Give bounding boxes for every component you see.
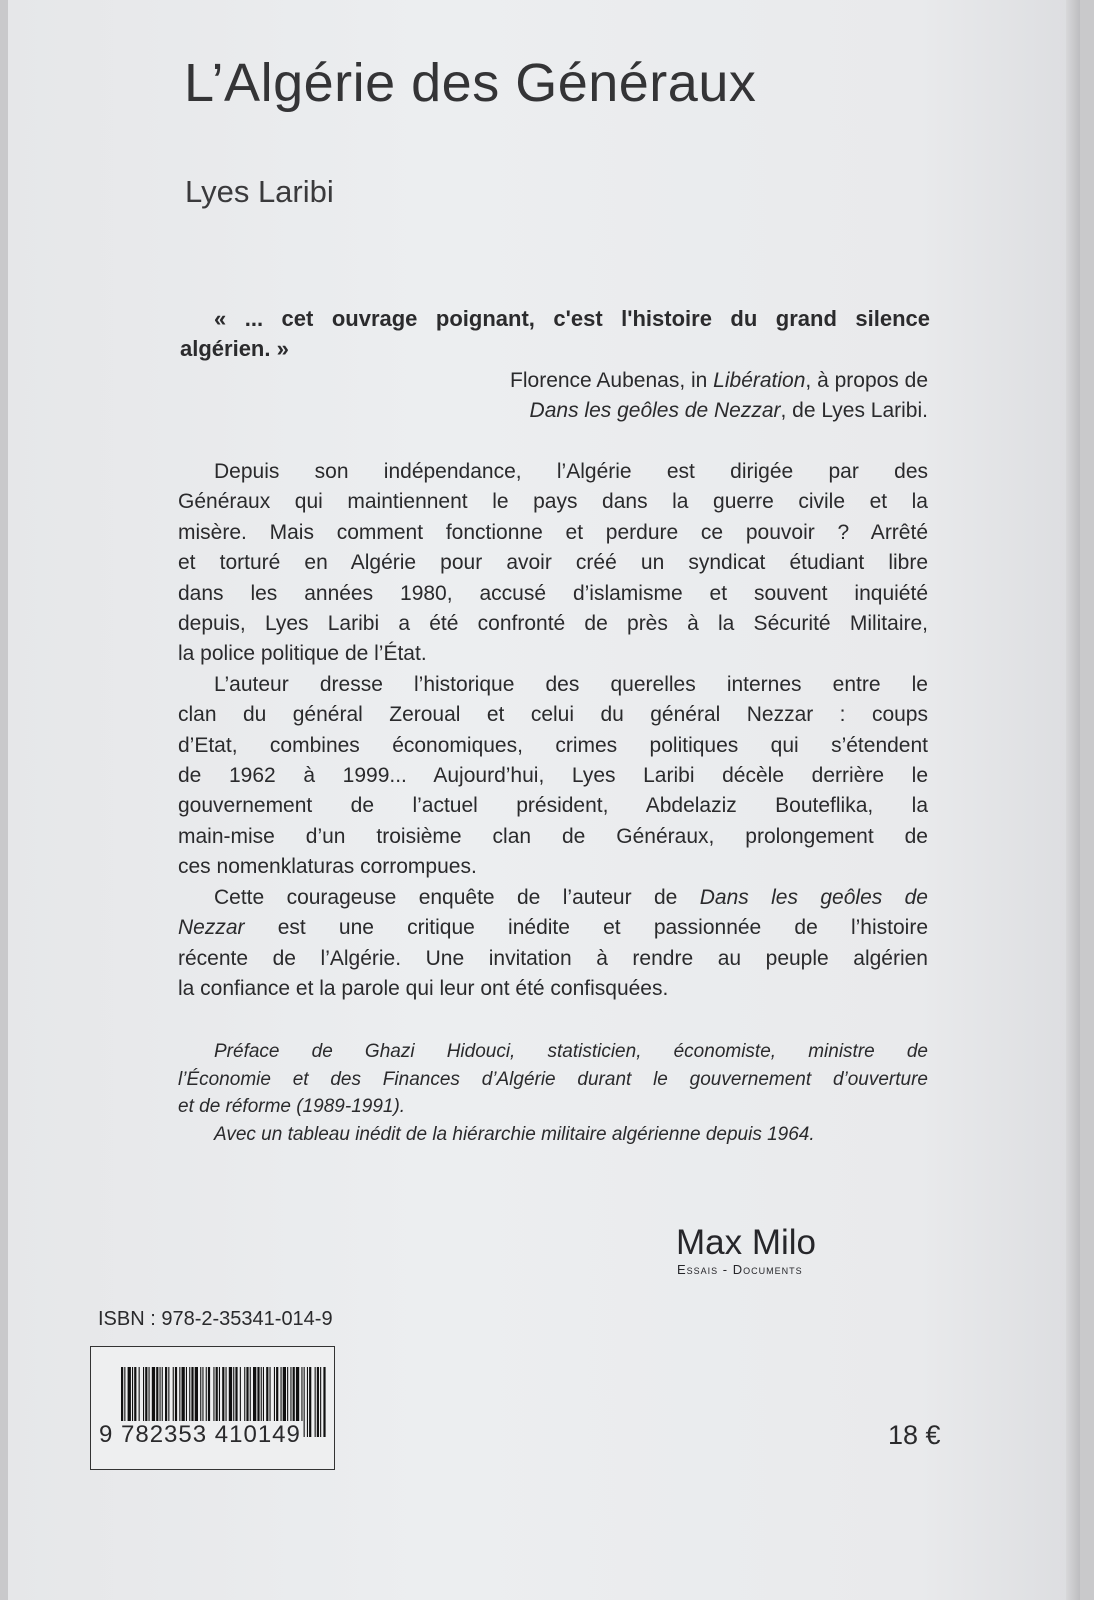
- text-line: [180, 396, 928, 426]
- barcode-bar: [317, 1367, 319, 1437]
- text-line: [178, 579, 928, 609]
- publisher-logo: [676, 1224, 816, 1277]
- italic-text: Dans les geôles de Nezzar: [529, 399, 781, 422]
- text-segment: gouvernement de l’actuel président, Abdelaziz Bouteflika, la: [178, 794, 928, 818]
- text-line: [178, 1038, 928, 1066]
- text-line: [178, 639, 928, 669]
- book-author: Lyes Laribi: [185, 174, 334, 209]
- barcode-number: 9 782353 410149: [99, 1421, 301, 1448]
- barcode: [90, 1346, 335, 1470]
- text-line: [178, 883, 928, 913]
- text-segment: L’auteur dresse l’historique des querelles internes entre le: [214, 672, 928, 696]
- text-line: [180, 304, 930, 334]
- book-back-cover: [8, 0, 1080, 1600]
- text-segment: ces nomenklaturas corrompues.: [178, 855, 477, 879]
- text-line: [178, 487, 928, 517]
- text-segment: main-mise d’un troisième clan de Généraux, prolongement de: [178, 824, 928, 848]
- text-segment: Préface de Ghazi Hidouci, statisticien, économiste, ministre de: [214, 1041, 928, 1062]
- text-line: [178, 731, 928, 761]
- text-segment: est une critique inédite et passionnée de l’histoire: [244, 916, 928, 940]
- text-line: [178, 852, 928, 882]
- text-segment: algérien. »: [180, 336, 289, 361]
- italic-text: Libération: [713, 369, 806, 392]
- text-segment: Florence Aubenas, in: [510, 369, 714, 392]
- book-title: L’Algérie des Généraux: [184, 53, 757, 113]
- text-line: [178, 518, 928, 548]
- text-segment: d’Etat, combines économiques, crimes politiques qui s’étendent: [178, 733, 928, 757]
- text-line: [178, 761, 928, 791]
- text-segment: , à propos de: [805, 369, 928, 392]
- text-segment: et de réforme (1989-1991).: [178, 1096, 406, 1117]
- text-segment: et torturé en Algérie pour avoir créé un syndicat étudiant libre: [178, 551, 928, 575]
- text-line: [178, 822, 928, 852]
- text-line: [180, 334, 930, 364]
- italic-text: Nezzar: [178, 916, 245, 940]
- blurb-text: [178, 457, 928, 1004]
- text-segment: misère. Mais comment fonctionne et perdure ce pouvoir ? Arrêté: [178, 520, 928, 544]
- italic-text: Dans les geôles de: [699, 885, 928, 909]
- barcode-bar: [307, 1367, 308, 1437]
- publisher-name: Max Milo: [676, 1223, 817, 1262]
- text-line: [180, 366, 928, 396]
- text-segment: Depuis son indépendance, l’Algérie est dirigée par des: [214, 460, 928, 483]
- barcode-bar: [304, 1367, 305, 1437]
- text-line: [178, 913, 928, 943]
- text-segment: , de Lyes Laribi.: [780, 399, 928, 422]
- text-line: [178, 1093, 928, 1121]
- press-quote: [180, 304, 930, 364]
- text-line: [178, 974, 928, 1004]
- text-segment: Cette courageuse enquête de l’auteur de: [214, 885, 700, 909]
- barcode-bar: [323, 1367, 325, 1437]
- text-segment: la police politique de l’État.: [178, 642, 427, 666]
- text-line: [178, 609, 928, 639]
- text-line: [178, 670, 928, 700]
- isbn: ISBN : 978-2-35341-014-9: [98, 1308, 333, 1330]
- text-line: [178, 700, 928, 730]
- price: 18 €: [888, 1420, 941, 1450]
- text-segment: de 1962 à 1999... Aujourd’hui, Lyes Laribi décèle derrière le: [178, 764, 928, 788]
- text-line: [178, 457, 928, 487]
- text-segment: récente de l’Algérie. Une invitation à rendre au peuple algérien: [178, 946, 928, 970]
- page-edge: [1066, 0, 1080, 1600]
- text-segment: l’Économie et des Finances d’Algérie durant le gouvernement d’ouverture: [178, 1068, 928, 1090]
- text-segment: « ... cet ouvrage poignant, c'est l'histoire du grand silence: [214, 306, 930, 331]
- text-segment: clan du général Zeroual et celui du général Nezzar : coups: [178, 703, 928, 727]
- barcode-bar: [315, 1367, 316, 1437]
- text-line: [178, 1121, 928, 1149]
- barcode-bar: [320, 1367, 321, 1437]
- text-segment: dans les années 1980, accusé d’islamisme et souvent inquiété: [178, 581, 928, 605]
- quote-attribution: [180, 366, 928, 426]
- text-line: [178, 791, 928, 821]
- text-line: [178, 944, 928, 974]
- publisher-collection: Essais - Documents: [677, 1262, 803, 1277]
- text-segment: Avec un tableau inédit de la hiérarchie militaire algérienne depuis 1964.: [214, 1123, 815, 1145]
- text-line: [178, 548, 928, 578]
- text-line: [178, 1066, 928, 1094]
- text-segment: la confiance et la parole qui leur ont été confisquées.: [178, 976, 669, 1000]
- text-segment: depuis, Lyes Laribi a été confronté de près à la Sécurité Militaire,: [178, 612, 928, 636]
- text-segment: Généraux qui maintiennent le pays dans la guerre civile et la: [178, 490, 928, 514]
- preface-note: [178, 1038, 928, 1148]
- barcode-bar: [309, 1367, 311, 1437]
